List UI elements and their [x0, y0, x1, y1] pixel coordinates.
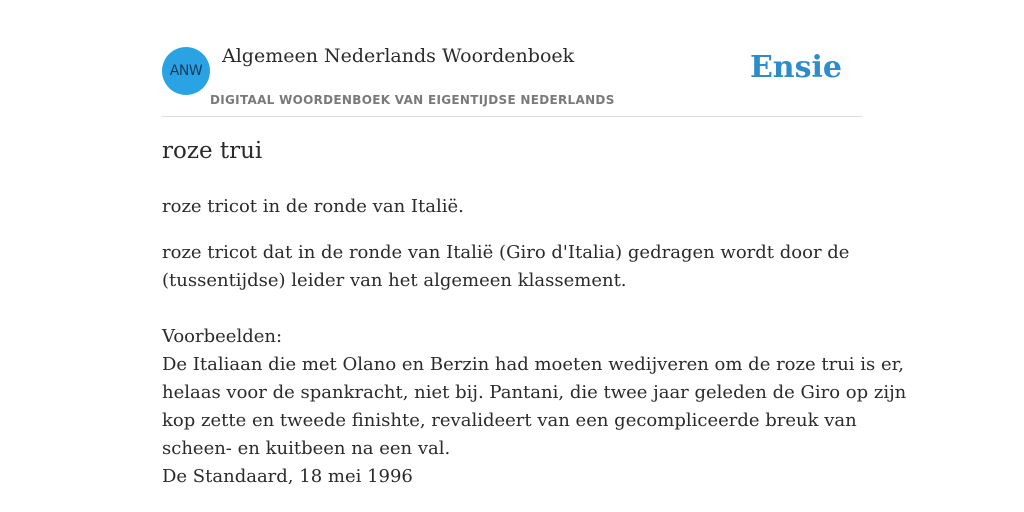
header [162, 0, 862, 117]
spacer [162, 295, 862, 323]
definition-line: roze tricot dat in de ronde van Italië (Giro d'Italia) gedragen wordt door de [162, 242, 850, 263]
ensie-logo[interactable]: Ensie [749, 50, 842, 85]
entry-body [162, 239, 907, 491]
example-line: scheen- en kuitbeen na een val. [162, 438, 451, 459]
definition-line: (tussentijdse) leider van het algemeen klassement. [162, 270, 627, 291]
example-line: De Italiaan die met Olano en Berzin had moeten wedijveren om de roze trui is er, [162, 354, 904, 375]
example-line: helaas voor de spankracht, niet bij. Pantani, die twee jaar geleden de Giro op zijn [162, 382, 907, 403]
entry-term: roze trui [162, 138, 263, 164]
anw-logo[interactable]: ANW [162, 47, 210, 95]
example-line: kop zette en tweede finishte, revalideert van een gecompliceerde breuk van [162, 410, 857, 431]
site-subtitle: DIGITAAL WOORDENBOEK VAN EIGENTIJDSE NEDERLANDS [210, 93, 615, 107]
example-source: De Standaard, 18 mei 1996 [162, 466, 413, 487]
site-title[interactable]: Algemeen Nederlands Woordenboek [222, 45, 575, 67]
examples-label: Voorbeelden: [162, 326, 283, 347]
short-definition: roze tricot in de ronde van Italië. [162, 196, 464, 217]
page [162, 0, 907, 512]
